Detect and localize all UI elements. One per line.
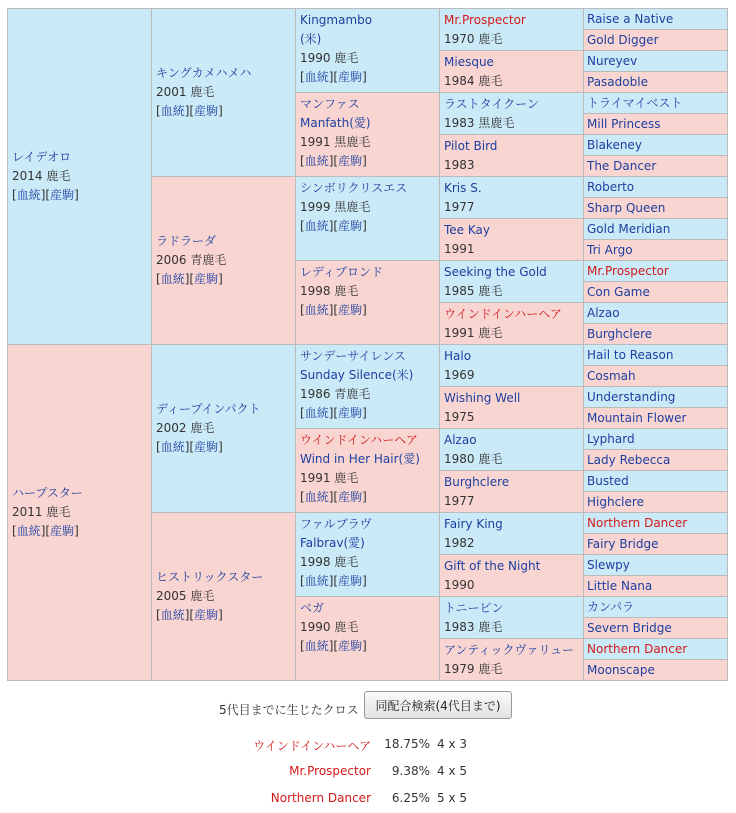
horse-name-link[interactable]: シンボリクリスエス <box>300 181 408 195</box>
horse-cell-gen5 <box>584 345 728 366</box>
horse-coat: 鹿毛 <box>190 85 215 99</box>
blood-link[interactable]: 血統 <box>304 219 329 233</box>
produce-link[interactable]: 産駒 <box>338 490 363 504</box>
blood-link[interactable]: 血統 <box>160 104 185 118</box>
cross-horse-link[interactable]: ウインドインハーヘア <box>253 739 371 753</box>
horse-name-link[interactable]: Tri Argo <box>587 242 633 257</box>
horse-year: 1985 <box>444 284 475 298</box>
horse-name-link[interactable]: Burghclere <box>444 475 510 489</box>
horse-coat: 鹿毛 <box>478 32 503 46</box>
horse-cell-gen4 <box>440 9 584 51</box>
horse-cell-gen4 <box>440 387 584 429</box>
horse-detail <box>300 198 435 217</box>
horse-links: [血統][産駒] <box>300 154 367 168</box>
horse-year: 2005 <box>156 589 187 603</box>
horse-cell-gen5 <box>584 513 728 534</box>
horse-year: 1991 <box>444 326 475 340</box>
horse-name-link[interactable]: Seeking the Gold <box>444 265 547 279</box>
horse-year: 2006 <box>156 253 187 267</box>
horse-coat: 鹿毛 <box>478 284 503 298</box>
horse-cell-gen5 <box>584 135 728 156</box>
horse-cell-gen5 <box>584 492 728 513</box>
horse-detail <box>444 660 579 679</box>
horse-name-link[interactable]: Gold Meridian <box>587 221 671 236</box>
horse-links: [血統][産駒] <box>300 406 367 420</box>
blood-link[interactable]: 血統 <box>304 639 329 653</box>
produce-link[interactable]: 産駒 <box>338 154 363 168</box>
horse-detail <box>300 469 435 488</box>
horse-name-link[interactable]: Miesque <box>444 55 494 69</box>
horse-coat: 鹿毛 <box>334 555 359 569</box>
horse-cell-gen4 <box>440 429 584 471</box>
horse-links: [血統][産駒] <box>156 608 223 622</box>
horse-name-link[interactable]: Understanding <box>587 389 676 404</box>
horse-year: 1990 <box>300 51 331 65</box>
horse-year: 1991 <box>300 135 331 149</box>
horse-name-link[interactable]: サンデーサイレンス <box>300 349 406 363</box>
horse-name-link[interactable]: ウインドインハーヘア <box>444 307 562 321</box>
horse-detail <box>156 419 291 438</box>
cross-horse-link[interactable]: Northern Dancer <box>270 791 371 805</box>
produce-link[interactable]: 産駒 <box>50 188 75 202</box>
horse-year: 1990 <box>300 620 331 634</box>
horse-name-link[interactable]: ラストタイクーン <box>444 97 539 111</box>
horse-detail <box>444 450 579 469</box>
horse-cell-gen3 <box>296 261 440 345</box>
cross-row <box>0 791 736 811</box>
produce-link[interactable]: 産駒 <box>338 574 363 588</box>
horse-name-link[interactable]: Roberto <box>587 179 635 194</box>
horse-cell-gen4 <box>440 219 584 261</box>
horse-detail <box>444 282 579 301</box>
horse-cell-gen5 <box>584 114 728 135</box>
horse-name-link[interactable]: Mountain Flower <box>587 410 687 425</box>
horse-cell-gen5 <box>584 282 728 303</box>
horse-cell-gen1 <box>8 345 152 681</box>
blood-link[interactable]: 血統 <box>16 524 41 538</box>
horse-cell-gen4 <box>440 513 584 555</box>
horse-name-link[interactable]: レイデオロ <box>12 150 72 164</box>
produce-link[interactable]: 産駒 <box>338 639 363 653</box>
horse-cell-gen2 <box>152 513 296 681</box>
horse-detail <box>444 324 579 343</box>
horse-cell-gen4 <box>440 135 584 177</box>
horse-year: 1986 <box>300 387 331 401</box>
horse-links: [血統][産駒] <box>300 574 367 588</box>
horse-year: 1970 <box>444 32 475 46</box>
blood-link[interactable]: 血統 <box>304 406 329 420</box>
horse-cell-gen3 <box>296 513 440 597</box>
cross-percent: 9.38% <box>391 764 430 778</box>
blood-link[interactable]: 血統 <box>304 303 329 317</box>
produce-link[interactable]: 産駒 <box>338 406 363 420</box>
horse-links: [血統][産駒] <box>300 219 367 233</box>
horse-year: 1980 <box>444 452 475 466</box>
horse-links: [血統][産駒] <box>156 104 223 118</box>
cross-title: 5代目までに生じたクロス <box>219 703 359 717</box>
horse-cell-gen5 <box>584 324 728 345</box>
horse-detail <box>12 503 147 522</box>
horse-year: 1983 <box>444 158 475 172</box>
pedigree-row <box>8 345 728 366</box>
produce-link[interactable]: 産駒 <box>338 219 363 233</box>
cross-percent: 18.75% <box>384 737 430 751</box>
horse-cell-gen3 <box>296 177 440 261</box>
horse-coat: 青鹿毛 <box>334 387 371 401</box>
horse-name-link[interactable]: Cosmah <box>587 368 636 383</box>
horse-name-link[interactable]: マンファス <box>300 97 360 111</box>
pedigree-row <box>8 9 728 30</box>
horse-name-link[interactable]: アンティックヴァリュー <box>444 643 575 657</box>
horse-name-link[interactable]: Con Game <box>587 284 650 299</box>
horse-name-link[interactable]: Pilot Bird <box>444 139 498 153</box>
pedigree-table <box>7 8 728 681</box>
horse-cell-gen5 <box>584 93 728 114</box>
horse-detail <box>156 83 291 102</box>
produce-link[interactable]: 産駒 <box>50 524 75 538</box>
horse-cell-gen5 <box>584 597 728 618</box>
horse-cell-gen4 <box>440 177 584 219</box>
horse-year: 1998 <box>300 284 331 298</box>
horse-year: 2001 <box>156 85 187 99</box>
horse-cell-gen5 <box>584 30 728 51</box>
horse-coat: 鹿毛 <box>190 589 215 603</box>
horse-links: [血統][産駒] <box>300 70 367 84</box>
horse-name-link[interactable]: Alzao <box>444 433 477 447</box>
blood-link[interactable]: 血統 <box>16 188 41 202</box>
produce-link[interactable]: 産駒 <box>338 70 363 84</box>
horse-coat: 鹿毛 <box>334 51 359 65</box>
produce-link[interactable]: 産駒 <box>338 303 363 317</box>
horse-detail <box>300 385 435 404</box>
horse-name-link[interactable]: ヒストリックスター <box>156 570 264 584</box>
horse-name-link[interactable]: トライマイベスト <box>587 95 683 110</box>
horse-cell-gen2 <box>152 9 296 177</box>
horse-coat: 鹿毛 <box>478 326 503 340</box>
cross-percent: 6.25% <box>391 791 430 805</box>
horse-cell-gen5 <box>584 450 728 471</box>
horse-detail <box>444 534 579 553</box>
horse-cell-gen4 <box>440 303 584 345</box>
produce-link[interactable]: 産駒 <box>194 608 219 622</box>
horse-links: [血統][産駒] <box>156 440 223 454</box>
horse-detail <box>444 114 579 133</box>
horse-subname: (米) <box>300 32 322 46</box>
horse-coat: 黒鹿毛 <box>334 135 371 149</box>
horse-cell-gen5 <box>584 660 728 681</box>
horse-name-link[interactable]: Tee Kay <box>444 223 490 237</box>
horse-cell-gen5 <box>584 198 728 219</box>
horse-detail <box>444 492 579 511</box>
horse-cell-gen4 <box>440 261 584 303</box>
horse-name-link[interactable]: Halo <box>444 349 472 363</box>
horse-coat: 青鹿毛 <box>190 253 227 267</box>
horse-coat: 鹿毛 <box>478 620 503 634</box>
cross-horse-link[interactable]: Mr.Prospector <box>289 764 371 778</box>
horse-detail <box>444 30 579 49</box>
horse-cell-gen2 <box>152 177 296 345</box>
horse-detail <box>300 282 435 301</box>
horse-name-link[interactable]: Moonscape <box>587 662 655 677</box>
horse-coat: 鹿毛 <box>46 169 71 183</box>
horse-name-link[interactable]: Nureyev <box>587 53 638 68</box>
produce-link[interactable]: 産駒 <box>194 104 219 118</box>
horse-cell-gen4 <box>440 345 584 387</box>
horse-name-link[interactable]: Kingmambo <box>300 13 373 27</box>
horse-name-link[interactable]: ファルブラヴ <box>300 517 372 531</box>
blood-link[interactable]: 血統 <box>304 154 329 168</box>
horse-year: 2002 <box>156 421 187 435</box>
horse-name-link[interactable]: トニービン <box>444 601 504 615</box>
horse-subname: Falbrav(愛) <box>300 536 365 550</box>
horse-name-link[interactable]: Fairy Bridge <box>587 536 659 551</box>
horse-year: 2014 <box>12 169 43 183</box>
horse-year: 1982 <box>444 536 475 550</box>
horse-year: 1991 <box>444 242 475 256</box>
cross-row <box>0 764 736 784</box>
horse-name-link[interactable]: Northern Dancer <box>587 641 688 656</box>
cross-generation: 4 x 5 <box>437 764 467 778</box>
horse-name-link[interactable]: Gift of the Night <box>444 559 541 573</box>
same-mating-search-button[interactable]: 同配合検索(4代目まで) <box>364 691 512 719</box>
horse-coat: 鹿毛 <box>46 505 71 519</box>
horse-name-link[interactable]: レディブロンド <box>300 265 384 279</box>
horse-year: 1977 <box>444 494 475 508</box>
horse-cell-gen5 <box>584 156 728 177</box>
horse-cell-gen5 <box>584 576 728 597</box>
horse-name-link[interactable]: Kris S. <box>444 181 482 195</box>
horse-detail <box>444 366 579 385</box>
horse-cell-gen4 <box>440 93 584 135</box>
horse-links: [血統][産駒] <box>300 639 367 653</box>
horse-cell-gen5 <box>584 471 728 492</box>
horse-year: 1999 <box>300 200 331 214</box>
horse-cell-gen5 <box>584 366 728 387</box>
horse-year: 1990 <box>444 578 475 592</box>
horse-detail <box>444 576 579 595</box>
horse-cell-gen4 <box>440 555 584 597</box>
horse-year: 1984 <box>444 74 475 88</box>
horse-name-link[interactable]: Mill Princess <box>587 116 661 131</box>
horse-cell-gen3 <box>296 93 440 177</box>
produce-link[interactable]: 産駒 <box>194 272 219 286</box>
horse-cell-gen5 <box>584 72 728 93</box>
horse-detail <box>12 167 147 186</box>
horse-detail <box>444 408 579 427</box>
horse-coat: 黒鹿毛 <box>334 200 371 214</box>
horse-links: [血統][産駒] <box>300 303 367 317</box>
blood-link[interactable]: 血統 <box>304 70 329 84</box>
horse-detail <box>444 198 579 217</box>
horse-name-link[interactable]: Sharp Queen <box>587 200 666 215</box>
horse-coat: 鹿毛 <box>478 662 503 676</box>
horse-year: 1977 <box>444 200 475 214</box>
horse-name-link[interactable]: Busted <box>587 473 629 488</box>
horse-detail <box>444 156 579 175</box>
horse-name-link[interactable]: Raise a Native <box>587 11 674 26</box>
cross-row <box>0 737 736 757</box>
horse-detail <box>156 587 291 606</box>
horse-name-link[interactable]: カンパラ <box>587 599 635 614</box>
horse-name-link[interactable]: Blakeney <box>587 137 642 152</box>
cross-generation: 5 x 5 <box>437 791 467 805</box>
horse-name-link[interactable]: ハープスター <box>12 486 83 500</box>
horse-coat: 鹿毛 <box>334 620 359 634</box>
blood-link[interactable]: 血統 <box>160 608 185 622</box>
horse-name-link[interactable]: Burghclere <box>587 326 653 341</box>
horse-name-link[interactable]: ウインドインハーヘア <box>300 433 418 447</box>
horse-cell-gen5 <box>584 534 728 555</box>
horse-detail <box>444 240 579 259</box>
horse-cell-gen5 <box>584 387 728 408</box>
horse-name-link[interactable]: Little Nana <box>587 578 653 593</box>
horse-cell-gen5 <box>584 639 728 660</box>
horse-name-link[interactable]: Northern Dancer <box>587 515 688 530</box>
horse-cell-gen3 <box>296 429 440 513</box>
horse-cell-gen5 <box>584 177 728 198</box>
blood-link[interactable]: 血統 <box>160 272 185 286</box>
horse-subname: Sunday Silence(米) <box>300 368 414 382</box>
cross-generation: 4 x 3 <box>437 737 467 751</box>
horse-coat: 鹿毛 <box>478 452 503 466</box>
horse-detail <box>300 618 435 637</box>
horse-cell-gen3 <box>296 9 440 93</box>
horse-links: [血統][産駒] <box>300 490 367 504</box>
horse-name-link[interactable]: Lady Rebecca <box>587 452 671 467</box>
blood-link[interactable]: 血統 <box>304 490 329 504</box>
horse-cell-gen5 <box>584 618 728 639</box>
horse-year: 1991 <box>300 471 331 485</box>
horse-name-link[interactable]: ベガ <box>300 601 325 615</box>
horse-cell-gen1 <box>8 9 152 345</box>
horse-cell-gen5 <box>584 408 728 429</box>
horse-cell-gen3 <box>296 345 440 429</box>
horse-cell-gen2 <box>152 345 296 513</box>
horse-cell-gen4 <box>440 471 584 513</box>
blood-link[interactable]: 血統 <box>160 440 185 454</box>
horse-cell-gen4 <box>440 51 584 93</box>
horse-name-link[interactable]: Pasadoble <box>587 74 648 89</box>
horse-cell-gen5 <box>584 240 728 261</box>
horse-name-link[interactable]: The Dancer <box>587 158 657 173</box>
horse-name-link[interactable]: Slewpy <box>587 557 630 572</box>
horse-cell-gen5 <box>584 261 728 282</box>
horse-coat: 鹿毛 <box>478 74 503 88</box>
horse-year: 1969 <box>444 368 475 382</box>
horse-name-link[interactable]: ラドラーダ <box>156 234 217 248</box>
horse-cell-gen5 <box>584 9 728 30</box>
horse-name-link[interactable]: Wishing Well <box>444 391 521 405</box>
horse-detail <box>300 133 435 152</box>
horse-name-link[interactable]: Hail to Reason <box>587 347 674 362</box>
horse-name-link[interactable]: Highclere <box>587 494 644 509</box>
horse-name-link[interactable]: Fairy King <box>444 517 503 531</box>
horse-name-link[interactable]: Lyphard <box>587 431 635 446</box>
horse-name-link[interactable]: Mr.Prospector <box>444 13 526 27</box>
horse-links: [血統][産駒] <box>156 272 223 286</box>
horse-coat: 鹿毛 <box>190 421 215 435</box>
horse-cell-gen5 <box>584 51 728 72</box>
horse-detail <box>444 72 579 91</box>
horse-year: 1983 <box>444 620 475 634</box>
horse-year: 1998 <box>300 555 331 569</box>
horse-coat: 鹿毛 <box>334 471 359 485</box>
horse-year: 2011 <box>12 505 43 519</box>
horse-name-link[interactable]: Gold Digger <box>587 32 659 47</box>
horse-cell-gen5 <box>584 303 728 324</box>
horse-cell-gen4 <box>440 597 584 639</box>
horse-subname: Wind in Her Hair(愛) <box>300 452 420 466</box>
horse-year: 1979 <box>444 662 475 676</box>
horse-year: 1975 <box>444 410 475 424</box>
horse-name-link[interactable]: キングカメハメハ <box>156 66 252 80</box>
horse-detail <box>156 251 291 270</box>
horse-cell-gen5 <box>584 555 728 576</box>
horse-name-link[interactable]: Mr.Prospector <box>587 263 669 278</box>
produce-link[interactable]: 産駒 <box>194 440 219 454</box>
horse-name-link[interactable]: ディープインパクト <box>156 402 261 416</box>
horse-coat: 鹿毛 <box>334 284 359 298</box>
horse-cell-gen5 <box>584 219 728 240</box>
blood-link[interactable]: 血統 <box>304 574 329 588</box>
horse-detail <box>444 618 579 637</box>
horse-detail <box>300 49 435 68</box>
horse-cell-gen4 <box>440 639 584 681</box>
horse-links: [血統][産駒] <box>12 524 79 538</box>
horse-name-link[interactable]: Alzao <box>587 305 620 320</box>
horse-detail <box>300 553 435 572</box>
horse-cell-gen5 <box>584 429 728 450</box>
horse-links: [血統][産駒] <box>12 188 79 202</box>
horse-cell-gen3 <box>296 597 440 681</box>
horse-coat: 黒鹿毛 <box>478 116 515 130</box>
horse-name-link[interactable]: Severn Bridge <box>587 620 672 635</box>
horse-year: 1983 <box>444 116 475 130</box>
cross-section <box>0 681 736 813</box>
horse-subname: Manfath(愛) <box>300 116 371 130</box>
